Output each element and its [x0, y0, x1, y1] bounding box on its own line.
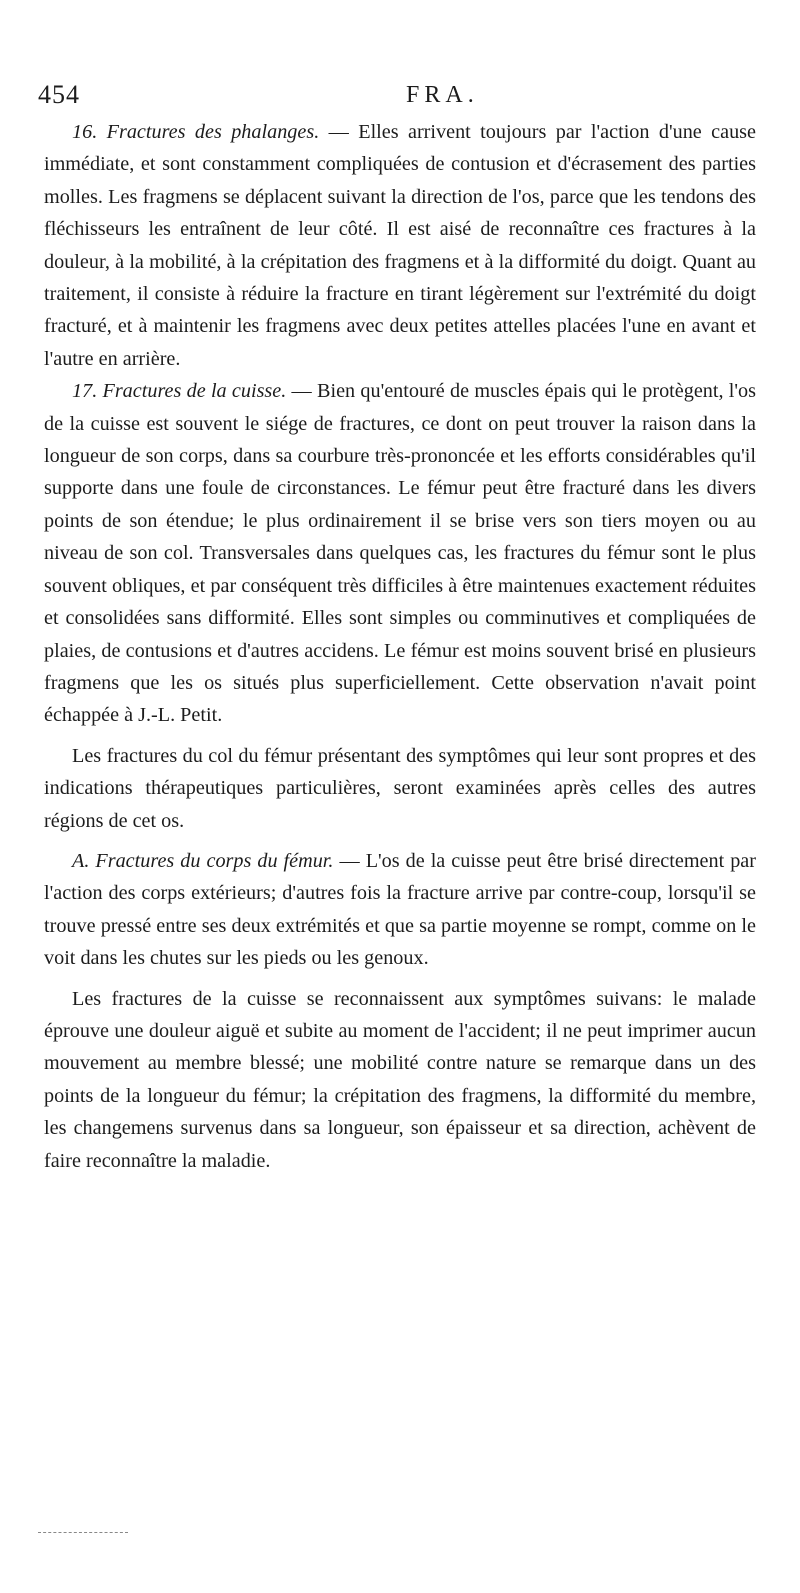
- section-heading: 17. Fractures de la cuisse.: [72, 380, 287, 403]
- paragraph-text: Les fractures de la cuisse se reconnaissent aux symptômes suivans: le malade éprouve une douleur aiguë et subite au moment de l'accident; il ne peut imprimer aucun mouvement au membre blessé; une mobilité contre nature se remarque dans un des points de la longueur du fémur; la crépitation des fragmens, la difformité du membre, les changemens survenus dans sa longueur, son épaisseur et sa direction, achèvent de faire reconnaître la maladie.: [44, 987, 756, 1172]
- page-number: 454: [38, 80, 80, 109]
- section-heading: A. Fractures du corps du fémur.: [72, 849, 334, 872]
- body-text: [44, 116, 756, 1177]
- paragraph-text: — L'os de la cuisse peut être brisé directement par l'action des corps extérieurs; d'autres fois la fracture arrive par contre-coup, lorsqu'il se trouve pressé entre ses deux extrémités et que sa partie moyenne se rompt, comme on le voit dans les chutes sur les pieds ou les genoux.: [44, 849, 756, 970]
- running-head: FRA.: [406, 82, 479, 108]
- paragraph-text: — Bien qu'entouré de muscles épais qui le protègent, l'os de la cuisse est souvent le siége de fractures, ce dont on peut trouver la raison dans la longueur de son corps, dans sa courbure très-prononcée et les efforts considérables qu'il supporte dans une foule de circonstances. Le fémur peut être fracturé dans les divers points de son étendue; le plus ordinairement il se brise vers son tiers moyen ou au niveau de son col. Transversales dans quelques cas, les fractures du fémur sont le plus souvent obliques, et par conséquent très difficiles à être maintenues exactement réduites et consolidées sans difformité. Elles sont simples ou comminutives et compliquées de plaies, de contusions et d'autres accidens. Le fémur est moins souvent brisé en plusieurs fragmens que les os situés plus superficiellement. Cette observation n'avait point échappée à J.-L. Petit.: [44, 380, 756, 727]
- footer-rule: [38, 1532, 128, 1533]
- section-heading: 16. Fractures des phalanges.: [72, 121, 320, 143]
- paragraph-text: — Elles arrivent toujours par l'action d'une cause immédiate, et sont constamment compliquées de contusion et d'écrasement des parties molles. Les fragmens se déplacent suivant la direction de l'os, parce que les tendons des fléchisseurs les entraînent de leur côté. Il est aisé de reconnaître ces fractures à la douleur, à la mobilité, à la crépitation des fragmens et à la difformité du doigt. Quant au traitement, il consiste à réduire la fracture en tirant légèrement sur l'extrémité du doigt fracturé, et à maintenir les fragmens avec deux petites attelles placées l'une en avant et l'autre en arrière.: [44, 121, 756, 370]
- paragraph-corps-femur: [44, 845, 756, 975]
- paragraph-fractures-phalanges: [44, 116, 756, 375]
- paragraph-text: Les fractures du col du fémur présentant des symptômes qui leur sont propres et des indications thérapeutiques particulières, seront examinées après celles des autres régions de cet os.: [44, 744, 756, 832]
- paragraph-col-femur: [44, 740, 756, 837]
- page-header: [38, 80, 762, 116]
- paragraph-symptomes: [44, 983, 756, 1177]
- paragraph-fractures-cuisse: [44, 375, 756, 731]
